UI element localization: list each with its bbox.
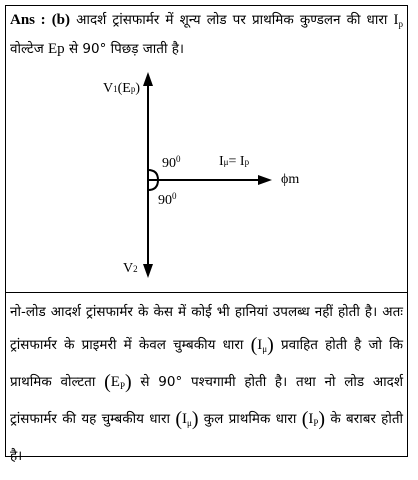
angle-top-label: $90^0$ [162,154,181,171]
imu-symbol: $(I_\mu)$ [250,334,274,356]
section-divider [5,292,408,293]
v2-label: V2 [123,261,138,276]
explanation-line2: प्रवाहित होती है जो कि प्राथमिक वोल्टता [10,337,404,390]
current-arrowhead [258,175,272,185]
answer-text-part2: वोल्टेज [10,41,44,57]
answer-option: (b) [51,12,71,28]
angle-bottom-label: $90^0$ [158,191,177,208]
v1-label: V1(Ep) [103,81,141,96]
ep-voltage-symbol: $(E_P)$ [104,371,132,393]
explanation-line3: से 90° पश्चगामी होती है। तथा नो लोड आदर्श ट्रांसफार्मर की यह चुम्बकीय धारा [10,374,404,427]
explanation-paragraph [10,296,403,473]
flux-label: ϕm [281,172,300,187]
explanation-line1: नो-लोड आदर्श ट्रांसफार्मर के केस में कोई भी हानियां उपलब्ध नहीं होती है। अतः ट्रांसफार्मर के प्राइमरी में केवल चुम्बकीय धारा [10,304,403,353]
ip-symbol: $I_p$ [393,12,403,29]
v1-arrowhead [143,72,153,86]
answer-text-part3: से 90° पिछड़ जाती है। [68,41,185,57]
current-label: Iμ= Ip [219,154,250,169]
answer-prefix: Ans : [10,12,46,28]
explanation-line4: कुल प्राथमिक धारा [203,411,297,427]
ep-symbol: Ep [48,41,65,57]
explanation-line5: के बराबर होती है। [10,411,404,464]
v2-arrowhead [143,264,153,278]
answer-text-part1: आदर्श ट्रांसफार्मर में शून्य लोड पर प्राथमिक कुण्डलन की धारा [76,12,388,28]
imu-symbol-2: $(I_\mu)$ [175,408,199,430]
ip-current-symbol: $(I_P)$ [301,408,326,430]
